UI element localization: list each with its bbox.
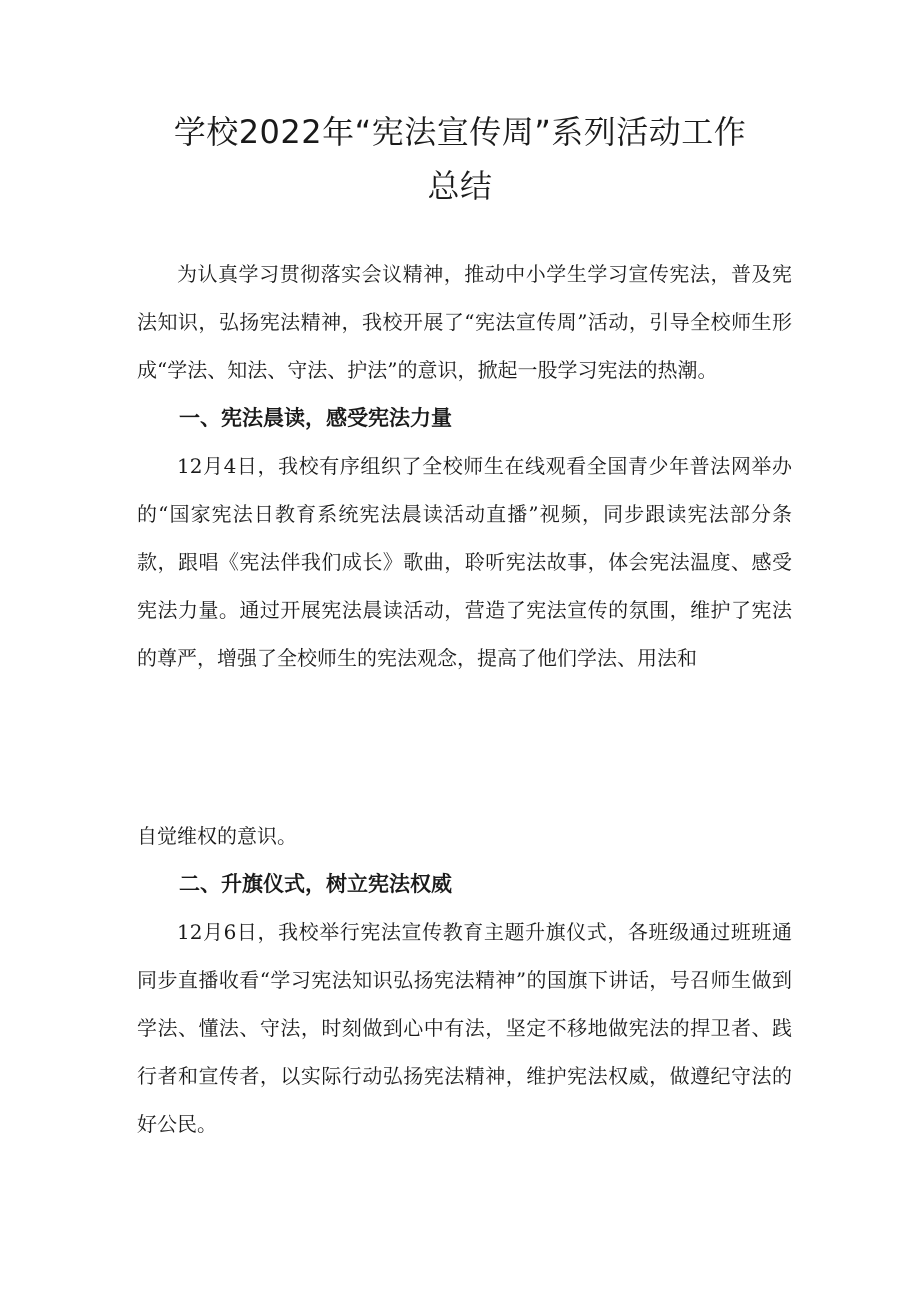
section-1-continuation: 自觉维权的意识。 <box>137 824 297 848</box>
section-2-heading: 二、升旗仪式，树立宪法权威 <box>179 872 452 896</box>
document-title <box>100 105 820 213</box>
title-line-2: 总结 <box>427 167 493 205</box>
section-1-heading: 一、宪法晨读，感受宪法力量 <box>179 406 452 430</box>
document-body-top <box>137 250 792 682</box>
intro-paragraph: 为认真学习贯彻落实会议精神，推动中小学生学习宣传宪法，普及宪法知识，弘扬宪法精神，我校开展了“宪法宣传周”活动，引导全校师生形成“学法、知法、守法、护法”的意识，掀起一股学习宪法的热潮。 <box>137 262 792 382</box>
section-1-paragraph: 12月4日，我校有序组织了全校师生在线观看全国青少年普法网举办的“国家宪法日教育系统宪法晨读活动直播”视频，同步跟读宪法部分条款，跟唱《宪法伴我们成长》歌曲，聆听宪法故事，体会宪法温度、感受宪法力量。通过开展宪法晨读活动，营造了宪法宣传的氛围，维护了宪法的尊严，增强了全校师生的宪法观念，提高了他们学法、用法和 <box>137 454 792 670</box>
document-body-bottom <box>137 812 792 1148</box>
section-2-paragraph: 12月6日，我校举行宪法宣传教育主题升旗仪式，各班级通过班班通同步直播收看“学习宪法知识弘扬宪法精神”的国旗下讲话，号召师生做到学法、懂法、守法，时刻做到心中有法，坚定不移地做宪法的捍卫者、践行者和宣传者，以实际行动弘扬宪法精神，维护宪法权威，做遵纪守法的好公民。 <box>137 920 792 1136</box>
title-line-1: 学校2022年“宪法宣传周”系列活动工作 <box>173 113 747 151</box>
